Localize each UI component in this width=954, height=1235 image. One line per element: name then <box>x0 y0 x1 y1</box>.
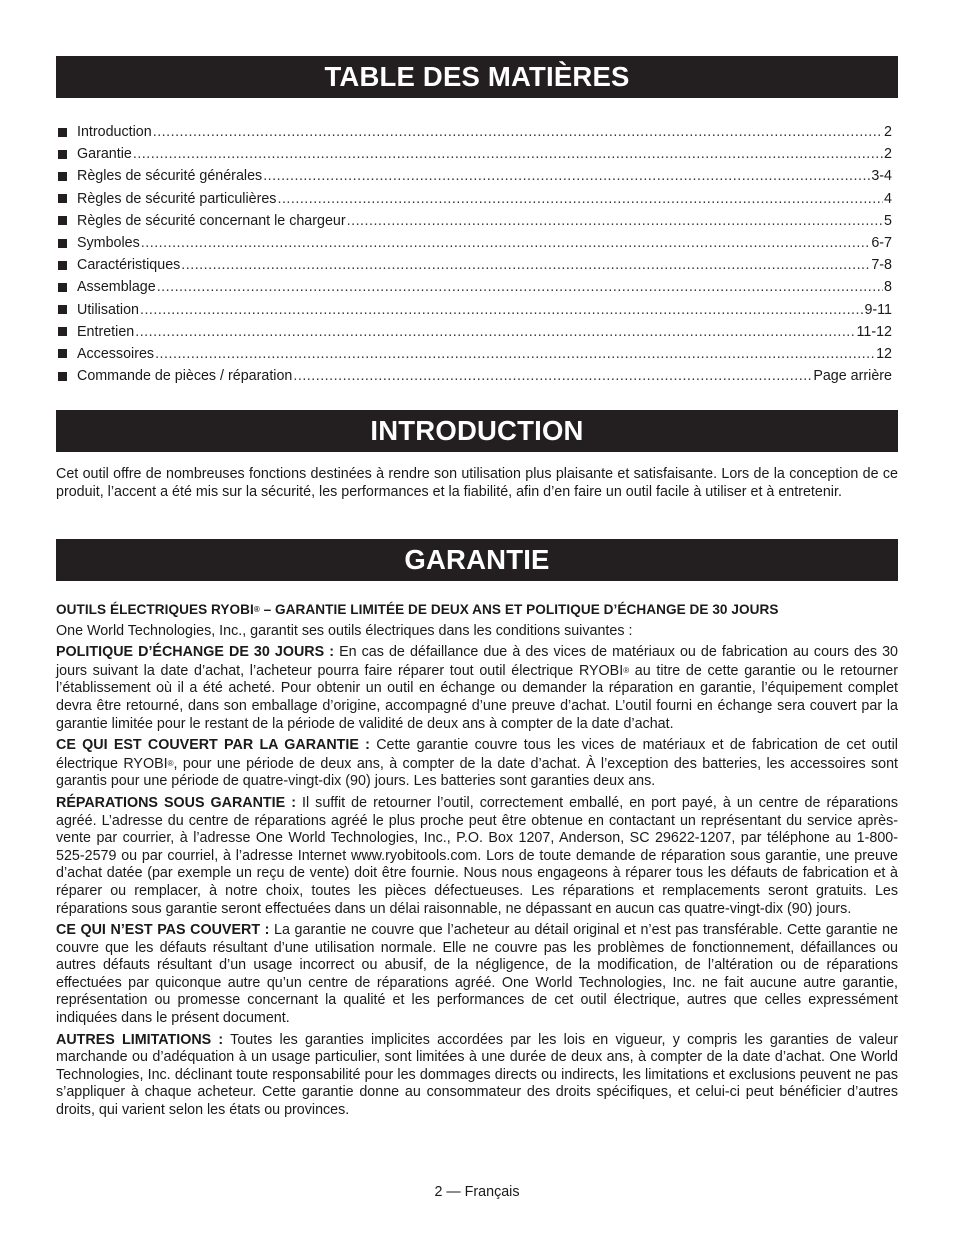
not-covered-paragraph <box>56 922 898 1028</box>
toc-leader-dots <box>141 232 871 254</box>
toc-entry-label: Règles de sécurité concernant le chargeur <box>77 212 346 229</box>
coverage-label: CE QUI EST COUVERT PAR LA GARANTIE : <box>56 737 370 754</box>
square-bullet-icon <box>58 283 67 292</box>
toc-entry[interactable] <box>58 188 892 210</box>
toc-entry-page: 3-4 <box>871 168 892 185</box>
toc-entry-page: 2 <box>884 124 892 140</box>
square-bullet-icon <box>58 372 67 381</box>
warranty-heading-brand: OUTILS ÉLECTRIQUES RYOBI <box>56 602 254 617</box>
square-bullet-icon <box>58 239 67 248</box>
toc-entry-page: 11-12 <box>856 323 892 340</box>
registered-mark: ® <box>623 665 630 675</box>
square-bullet-icon <box>58 128 67 137</box>
toc-entry[interactable] <box>58 276 892 298</box>
toc-entry[interactable] <box>58 232 892 254</box>
not-covered-text: La garantie ne couvre que l’acheteur au détail original et n’est pas transférable. Cette garantie ne couvre que les défauts résultant d’une utilisation normale. Elle ne couvre pas les problèmes de fonctionnement, défaillances ou autres défauts résultant d’un usage incorrect ou abusif, de la négligence, de la modification, de l’altération ou de réparations effectuées par quiconque autre qu’un centre de réparations agréé. One World Technologies, Inc. ne fait aucune autre garantie, représentation ou promesse concernant la qualité et les performances de cet outil électrique, autres que celles expressément indiquées dans le présent document. <box>56 922 898 1027</box>
toc-title: TABLE DES MATIÈRES <box>56 56 898 98</box>
introduction-paragraph: Cet outil offre de nombreuses fonctions destinées à rendre son utilisation plus plaisante et satisfaisante. Lors de la conception de ce produit, l’accent a été mis sur la sécurité, les performances et la fiabilité, afin d’en faire un outil facile à utiliser et à entretenir. <box>56 466 898 500</box>
toc-entry-page: 7-8 <box>871 257 892 274</box>
toc-entry-page: Page arrière <box>813 368 892 385</box>
toc-entry-page: 2 <box>884 146 892 163</box>
toc-entry-page: 8 <box>884 279 892 296</box>
toc-leader-dots <box>135 321 855 343</box>
warranty-intro: One World Technologies, Inc., garantit ses outils électriques dans les conditions suivantes : <box>56 622 633 639</box>
toc-entry-page: 12 <box>876 345 892 362</box>
toc-leader-dots <box>140 299 863 321</box>
registered-mark: ® <box>167 758 174 768</box>
toc-entry[interactable] <box>58 365 892 387</box>
other-limitations-text: Toutes les garanties implicites accordées par les lois en vigueur, y compris les garanties de valeur marchande ou d’adéquation à un usage particulier, sont limitées à une durée de deux ans, à compter de la date d’achat. One World Technologies, Inc. déclinant toute responsabilité pour les dommages directs ou indirects, les limitations et exclusions peuvent ne pas s’appliquer à chaque acheteur. Cette garantie donne au consommateur des droits spécifiques, et celui-ci peut bénéficier d’autres droits, qui varient selon les états ou provinces. <box>56 1031 898 1119</box>
square-bullet-icon <box>58 327 67 336</box>
toc-leader-dots <box>157 276 883 298</box>
square-bullet-icon <box>58 216 67 225</box>
registered-mark: ® <box>253 605 260 614</box>
warranty-heading-rest: – GARANTIE LIMITÉE DE DEUX ANS ET POLITIQUE D’ÉCHANGE DE 30 JOURS <box>259 602 779 617</box>
toc-entry-label: Utilisation <box>77 301 139 318</box>
exchange-policy-text-b: au titre de cette garantie ou le retourner l’établissement où il a été acheté. Pour obtenir un outil en échange ou demander la réparation en garantie, l’équipement complet devra être retourné, dans son emballage d’origine, accompagné d’une preuve d’achat. L’outil fourni en échange sera couvert par la garantie limitée pour le restant de la période de validité de deux ans à compter de la date d’achat. <box>56 662 898 732</box>
introduction-body <box>56 466 898 505</box>
toc-leader-dots <box>153 121 883 143</box>
toc-entry[interactable] <box>58 254 892 276</box>
toc-entry-label: Assemblage <box>77 279 156 296</box>
coverage-text-a: Cette garantie couvre tous les vices de matériaux et de fabrication de cet outil électrique RYOBI <box>56 737 898 772</box>
toc-entry-page: 4 <box>884 190 892 207</box>
toc-entry-label: Règles de sécurité générales <box>77 168 263 185</box>
toc-entry[interactable] <box>58 143 892 165</box>
toc-entry-page: 5 <box>884 212 892 229</box>
square-bullet-icon <box>58 261 67 270</box>
toc-entry-label: Commande de pièces / réparation <box>77 368 293 385</box>
toc-entry[interactable] <box>58 299 892 321</box>
warranty-heading <box>56 601 898 619</box>
toc-leader-dots <box>133 143 883 165</box>
not-covered-label: CE QUI N’EST PAS COUVERT : <box>56 922 270 939</box>
toc-entry-label: Accessoires <box>77 345 155 362</box>
introduction-title: INTRODUCTION <box>56 410 898 452</box>
square-bullet-icon <box>58 150 67 159</box>
toc-leader-dots <box>293 365 812 387</box>
toc-entry[interactable] <box>58 321 892 343</box>
toc-entry-label: Entretien <box>77 323 135 340</box>
exchange-policy-paragraph <box>56 644 898 733</box>
toc-entry-label: Caractéristiques <box>77 257 181 274</box>
toc-entry-label: Garantie <box>77 146 132 163</box>
toc-leader-dots <box>155 343 875 365</box>
exchange-policy-label: POLITIQUE D’ÉCHANGE DE 30 JOURS : <box>56 644 335 661</box>
square-bullet-icon <box>58 194 67 203</box>
toc-entry-page: 9-11 <box>864 301 892 318</box>
square-bullet-icon <box>58 349 67 358</box>
other-limitations-label: AUTRES LIMITATIONS : <box>56 1031 224 1048</box>
other-limitations-paragraph <box>56 1032 898 1120</box>
toc-leader-dots <box>263 165 870 187</box>
toc-entry[interactable] <box>58 165 892 187</box>
toc-entry[interactable] <box>58 210 892 232</box>
toc-entry-label: Règles de sécurité particulières <box>77 190 277 207</box>
toc-leader-dots <box>181 254 870 276</box>
coverage-text-b: , pour une période de deux ans, à compter de la date d’achat. À l’exception des batteries, les accessoires sont garantis pour une période de quatre-vingt-dix (90) jours. Les batteries sont garanties deux ans. <box>56 755 898 790</box>
garantie-title: GARANTIE <box>56 539 898 581</box>
toc-leader-dots <box>277 188 883 210</box>
exchange-policy-text-a: En cas de défaillance due à des vices de matériaux ou de fabrication au cours des 30 jours suivant la date d’achat, l’acheteur pourra faire réparer tout outil électrique RYOBI <box>56 644 898 679</box>
repairs-label: RÉPARATIONS SOUS GARANTIE : <box>56 794 296 811</box>
garantie-body <box>56 601 898 1124</box>
toc-entry-label: Symboles <box>77 234 140 251</box>
square-bullet-icon <box>58 305 67 314</box>
toc-list <box>58 121 892 387</box>
toc-entry[interactable] <box>58 121 892 143</box>
coverage-paragraph <box>56 737 898 791</box>
toc-entry-page: 6-7 <box>871 234 892 251</box>
square-bullet-icon <box>58 172 67 181</box>
toc-entry[interactable] <box>58 343 892 365</box>
page-footer: 2 — Français <box>434 1184 520 1200</box>
toc-leader-dots <box>347 210 883 232</box>
repairs-paragraph <box>56 795 898 918</box>
repairs-text: Il suffit de retourner l’outil, correctement emballé, en port payé, à un centre de réparations agréé. L’adresse du centre de réparations agréé le plus proche peut être obtenue en contactant un représentant du service après-vente par courrier, à l’adresse One World Technologies, Inc., P.O. Box 1207, Anderson, SC 29622-1207, par téléphone au 1-800-525-2579 ou par courriel, à l’adresse Internet www.ryobitools.com. Lors de toute demande de réparation sous garantie, une preuve d’achat datée (par exemple un reçu de vente) doit être fournie. Nous nous engageons à réparer tous les défauts de fabrication et à réparer ou remplacer, à notre choix, toutes les pièces défectueuses. Les réparations et remplacements seront gratuits. Les réparations sous garantie seront effectuées dans un délai raisonnable, ne dépassant en aucun cas quatre-vingt-dix (90) jours. <box>56 794 898 917</box>
toc-entry-label: Introduction <box>77 124 152 140</box>
